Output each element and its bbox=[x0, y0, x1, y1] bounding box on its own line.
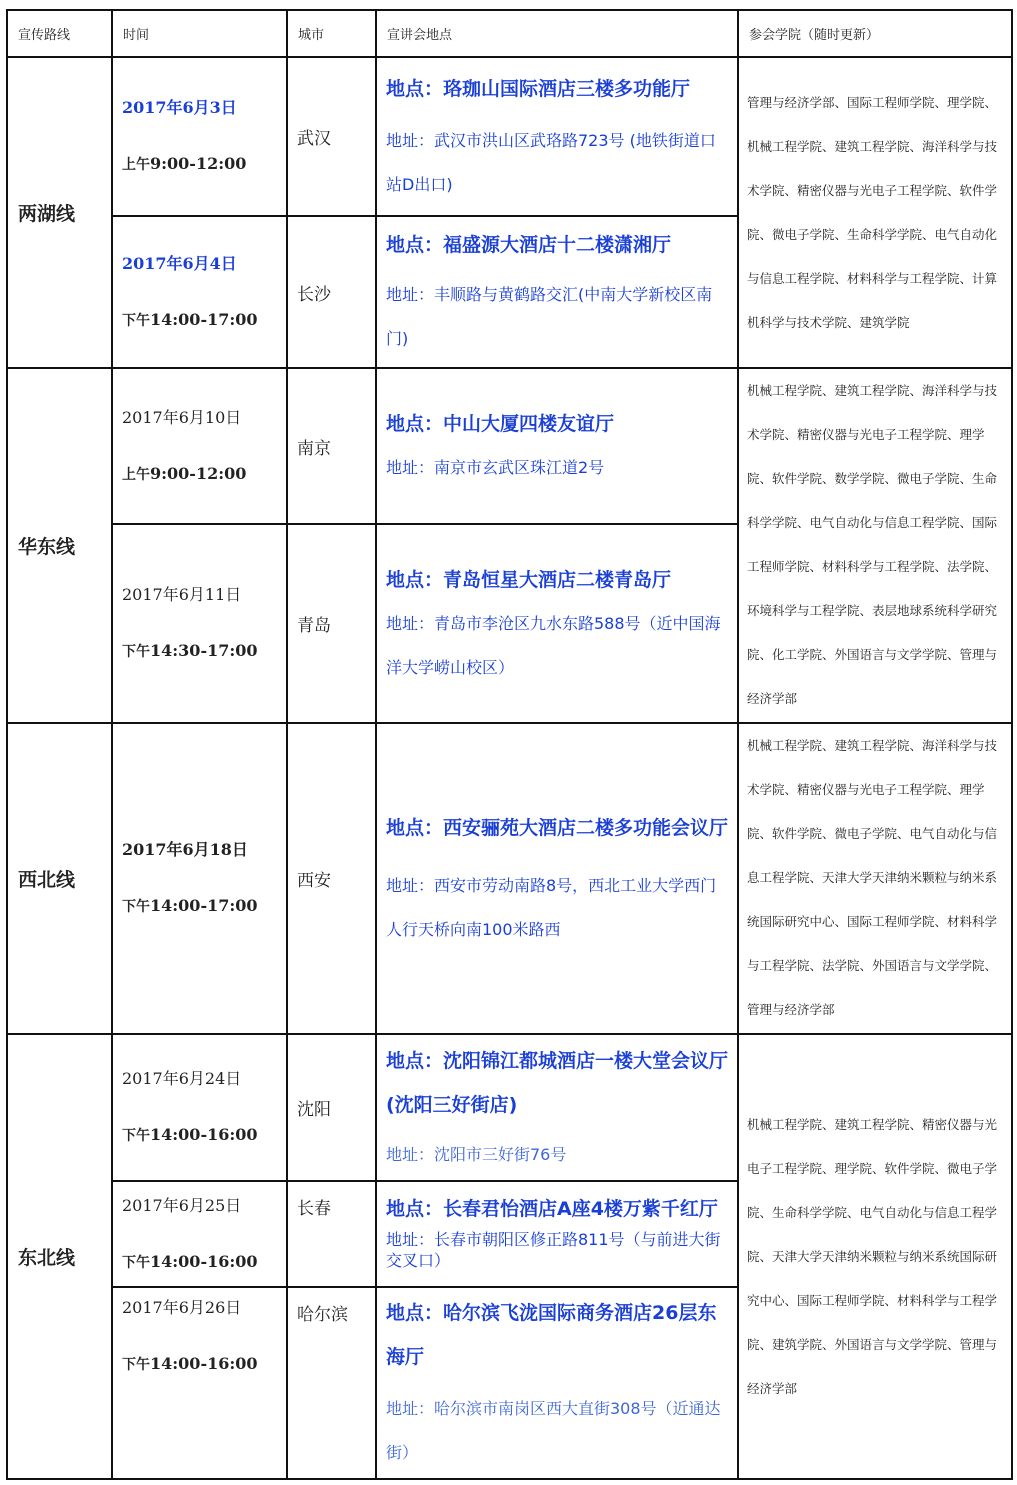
table-row bbox=[7, 368, 1012, 524]
event-time-range: 14:00-17:00 bbox=[150, 309, 258, 329]
event-date: 2017年6月4日 bbox=[122, 253, 237, 273]
city-cell: 沈阳 bbox=[287, 1034, 376, 1181]
event-time-range: 9:00-12:00 bbox=[150, 154, 247, 173]
event-time-range: 9:00-12:00 bbox=[150, 463, 247, 483]
venue-name: 地点：珞珈山国际酒店三楼多功能厅 bbox=[386, 77, 691, 100]
time-cell bbox=[112, 1181, 287, 1287]
city-cell: 西安 bbox=[287, 723, 376, 1034]
event-time-range: 14:00-16:00 bbox=[150, 1125, 258, 1144]
header-venue: 宣讲会地点 bbox=[376, 10, 738, 57]
schedule-table bbox=[6, 9, 1013, 1480]
city-cell: 青岛 bbox=[287, 524, 376, 723]
venue-name: 地点：长春君怡酒店A座4楼万紫千红厅 bbox=[386, 1198, 718, 1220]
time-cell bbox=[112, 57, 287, 216]
table-row bbox=[7, 57, 1012, 216]
event-time bbox=[122, 1252, 286, 1273]
event-ampm: 上午 bbox=[122, 466, 150, 483]
event-time bbox=[122, 896, 286, 917]
event-ampm: 下午 bbox=[122, 1254, 150, 1271]
venue-address: 地址：长春市朝阳区修正路811号（与前进大街交叉口） bbox=[386, 1230, 721, 1270]
colleges-cell: 管理与经济学部、国际工程师学院、理学院、机械工程学院、建筑工程学院、海洋科学与技术学院、精密仪器与光电子工程学院、软件学院、微电子学院、生命科学学院、电气自动化与信息工程学院、材料科学与工程学院、计算机科学与技术学院、建筑学院 bbox=[738, 57, 1012, 368]
event-time bbox=[122, 154, 286, 175]
venue-name: 地点：福盛源大酒店十二楼潇湘厅 bbox=[386, 234, 672, 256]
time-cell bbox=[112, 524, 287, 723]
time-cell bbox=[112, 723, 287, 1034]
event-date: 2017年6月11日 bbox=[122, 585, 242, 604]
city-cell: 长春 bbox=[287, 1181, 376, 1287]
venue-address: 地址：武汉市洪山区武珞路723号 (地铁街道口站D出口) bbox=[386, 130, 716, 194]
header-city: 城市 bbox=[287, 10, 376, 57]
event-date: 2017年6月24日 bbox=[122, 1069, 242, 1088]
event-time-range: 14:00-16:00 bbox=[150, 1354, 258, 1373]
event-time-range: 14:00-16:00 bbox=[150, 1251, 258, 1271]
colleges-cell: 机械工程学院、建筑工程学院、精密仪器与光电子工程学院、理学院、软件学院、微电子学院、生命科学学院、电气自动化与信息工程学院、天津大学天津纳米颗粒与纳米系统国际研究中心、国际工程师学院、材料科学与工程学院、建筑学院、外国语言与文学学院、管理与经济学部 bbox=[738, 1034, 1012, 1479]
venue-name: 地点：中山大厦四楼友谊厅 bbox=[386, 413, 615, 435]
venue-address: 地址：西安市劳动南路8号，西北工业大学西门人行天桥向南100米路西 bbox=[386, 875, 717, 939]
city-cell: 武汉 bbox=[287, 57, 376, 216]
colleges-cell: 机械工程学院、建筑工程学院、海洋科学与技术学院、精密仪器与光电子工程学院、理学院、软件学院、数学学院、微电子学院、生命科学学院、电气自动化与信息工程学院、国际工程师学院、材料科学与工程学院、法学院、环境科学与工程学院、表层地球系统科学研究院、化工学院、外国语言与文学学院、管理与经济学部 bbox=[738, 368, 1012, 723]
venue-cell bbox=[376, 524, 738, 723]
route-label: 两湖线 bbox=[7, 57, 112, 368]
venue-cell bbox=[376, 1034, 738, 1181]
event-date: 2017年6月26日 bbox=[122, 1298, 242, 1317]
venue-cell bbox=[376, 57, 738, 216]
event-date: 2017年6月3日 bbox=[122, 98, 237, 117]
route-label: 西北线 bbox=[7, 723, 112, 1034]
event-time-range: 14:30-17:00 bbox=[150, 641, 258, 660]
venue-address: 地址：南京市玄武区珠江道2号 bbox=[386, 458, 605, 477]
time-cell bbox=[112, 368, 287, 524]
venue-address: 地址：丰顺路与黄鹤路交汇(中南大学新校区南门) bbox=[386, 285, 713, 348]
event-time-range: 14:00-17:00 bbox=[150, 896, 258, 915]
venue-address: 地址：沈阳市三好街76号 bbox=[386, 1144, 567, 1164]
event-date: 2017年6月10日 bbox=[122, 407, 242, 427]
event-ampm: 下午 bbox=[122, 644, 150, 660]
venue-address: 地址：青岛市李沧区九水东路588号（近中国海洋大学崂山校区） bbox=[386, 613, 721, 677]
header-colleges: 参会学院（随时更新） bbox=[738, 10, 1012, 57]
route-label: 东北线 bbox=[7, 1034, 112, 1479]
colleges-cell: 机械工程学院、建筑工程学院、海洋科学与技术学院、精密仪器与光电子工程学院、理学院、软件学院、微电子学院、电气自动化与信息工程学院、天津大学天津纳米颗粒与纳米系统国际研究中心、国际工程师学院、材料科学与工程学院、法学院、外国语言与文学学院、管理与经济学部 bbox=[738, 723, 1012, 1034]
venue-name: 地点：哈尔滨飞泷国际商务酒店26层东海厅 bbox=[386, 1302, 717, 1368]
time-cell bbox=[112, 1287, 287, 1479]
event-time bbox=[122, 464, 286, 485]
venue-cell bbox=[376, 723, 738, 1034]
event-time bbox=[122, 641, 286, 662]
event-time bbox=[122, 310, 286, 331]
event-ampm: 上午 bbox=[122, 157, 150, 173]
venue-name: 地点：沈阳锦江都城酒店一楼大堂会议厅(沈阳三好街店) bbox=[386, 1049, 729, 1116]
venue-cell bbox=[376, 1287, 738, 1479]
venue-name: 地点：西安骊苑大酒店二楼多功能会议厅 bbox=[386, 816, 729, 839]
venue-address: 地址：哈尔滨市南岗区西大直街308号（近通达街） bbox=[386, 1399, 721, 1462]
header-row bbox=[7, 10, 1012, 57]
time-cell bbox=[112, 1034, 287, 1181]
header-route: 宣传路线 bbox=[7, 10, 112, 57]
event-ampm: 下午 bbox=[122, 1128, 150, 1144]
time-cell bbox=[112, 216, 287, 368]
event-ampm: 下午 bbox=[122, 1357, 150, 1373]
header-time: 时间 bbox=[112, 10, 287, 57]
venue-cell bbox=[376, 216, 738, 368]
table-row bbox=[7, 1034, 1012, 1181]
city-cell: 长沙 bbox=[287, 216, 376, 368]
event-time bbox=[122, 1125, 286, 1146]
city-cell: 哈尔滨 bbox=[287, 1287, 376, 1479]
route-label: 华东线 bbox=[7, 368, 112, 723]
event-ampm: 下午 bbox=[122, 312, 150, 329]
event-time bbox=[122, 1354, 286, 1375]
event-date: 2017年6月25日 bbox=[122, 1195, 242, 1215]
city-cell: 南京 bbox=[287, 368, 376, 524]
venue-cell bbox=[376, 368, 738, 524]
venue-name: 地点：青岛恒星大酒店二楼青岛厅 bbox=[386, 568, 672, 591]
event-ampm: 下午 bbox=[122, 899, 150, 915]
event-date: 2017年6月18日 bbox=[122, 840, 248, 859]
table-row bbox=[7, 723, 1012, 1034]
venue-cell bbox=[376, 1181, 738, 1287]
